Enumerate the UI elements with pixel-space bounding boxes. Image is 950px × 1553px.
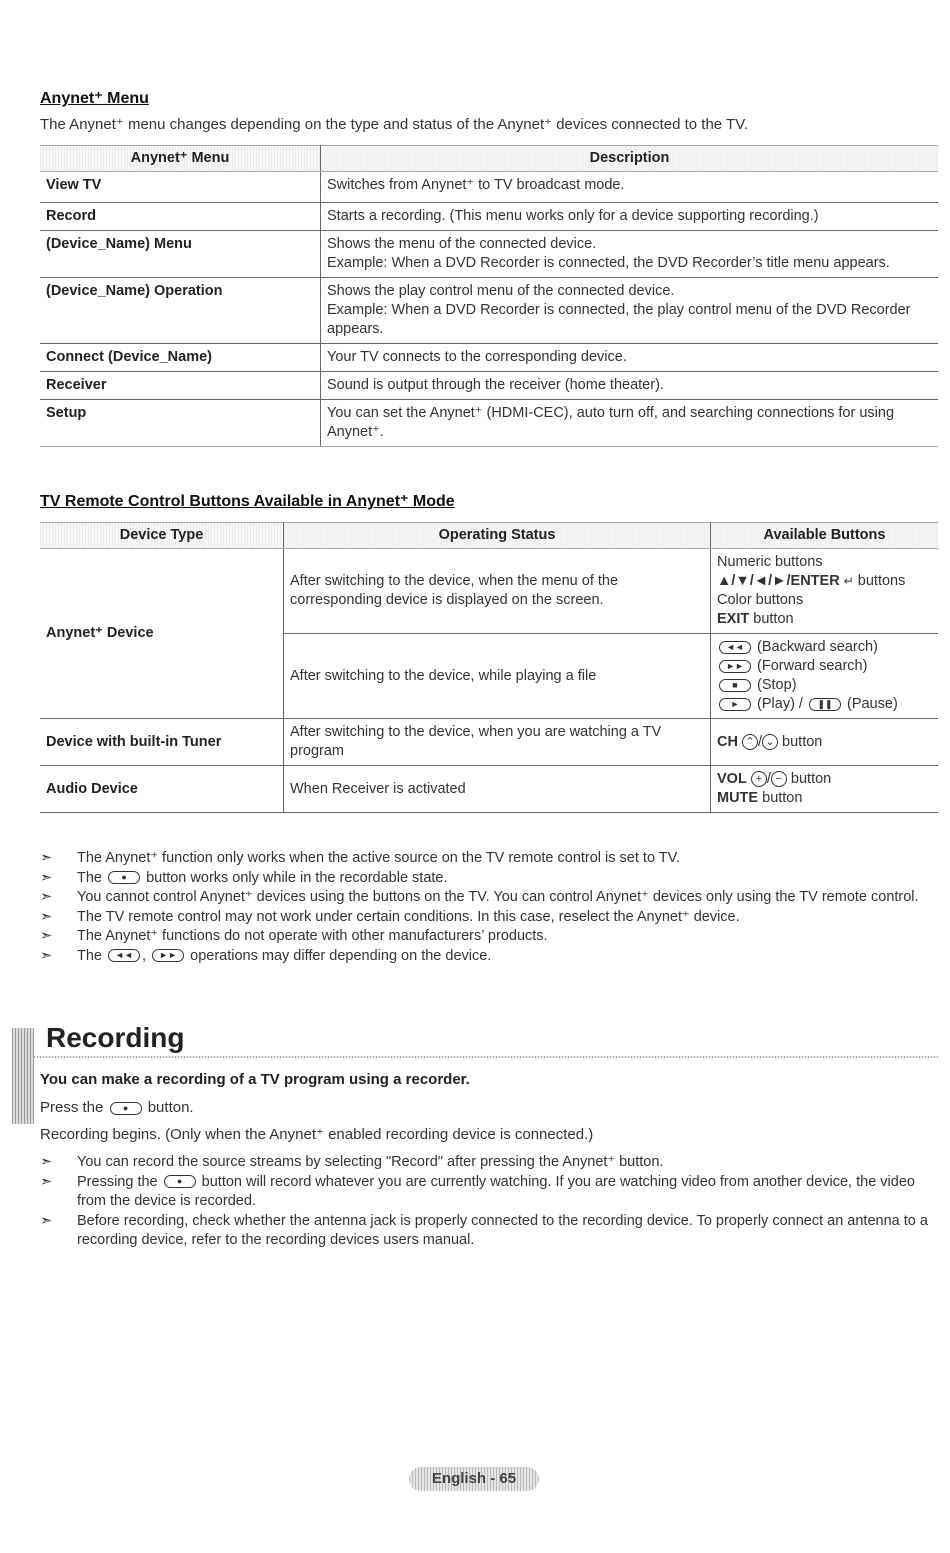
- desc-cell: Shows the menu of the connected device. Example: When a DVD Recorder is connected, the DVD Recorder’s title menu appears.: [321, 231, 939, 278]
- table-row: [40, 278, 938, 344]
- buttons-cell: [711, 549, 939, 634]
- ch-suffix: button: [782, 733, 823, 750]
- desc-cell: Starts a recording. (This menu works only for a device supporting recording.): [321, 203, 939, 231]
- note-item: [40, 869, 930, 889]
- section-marker-bar: [12, 1028, 34, 1124]
- table-row: [40, 344, 938, 372]
- desc-cell: You can set the Anynet⁺ (HDMI-CEC), auto turn off, and searching connections for using Anynet⁺.: [321, 400, 939, 447]
- menu-cell: Record: [40, 203, 321, 231]
- table-row: [40, 203, 938, 231]
- forward-line: [717, 657, 932, 676]
- nav-buttons-label: ▲/▼/◄/►/ENTER: [717, 573, 840, 589]
- buttons-cell: [711, 634, 939, 719]
- col-header-operating-status: Operating Status: [284, 523, 711, 549]
- arrow-bullet-icon: ➣: [40, 889, 53, 905]
- desc-cell: Shows the play control menu of the connected device. Example: When a DVD Recorder is connected, the play control menu of the DVD Recorder appears.: [321, 278, 939, 344]
- vol-suffix: button: [790, 771, 832, 787]
- pause-label: (Pause): [847, 696, 898, 712]
- remote-buttons-heading: TV Remote Control Buttons Available in Anynet⁺ Mode: [40, 493, 455, 510]
- mute-line: [717, 789, 932, 808]
- recording-subtitle: You can make a recording of a TV program using a recorder.: [40, 1071, 470, 1088]
- volume-down-icon: −: [771, 771, 787, 787]
- stop-label: (Stop): [757, 677, 797, 693]
- note-text: The TV remote control may not work under certain conditions. In this case, reselect the Anynet⁺ device.: [77, 908, 740, 925]
- note-item: [40, 1173, 930, 1212]
- note-item: [40, 908, 930, 928]
- exit-label: EXIT: [717, 611, 750, 627]
- note-item: [40, 947, 930, 967]
- table-row: [40, 231, 938, 278]
- device-type-cell: Audio Device: [40, 766, 284, 813]
- vol-line: VOL + / − button: [717, 771, 832, 787]
- press-text: Press the: [40, 1099, 104, 1116]
- note-text: button works only while in the recordable state.: [146, 869, 448, 886]
- arrow-bullet-icon: ➣: [40, 869, 53, 886]
- exit-button-line: [717, 610, 932, 629]
- anynet-menu-heading: Anynet⁺ Menu: [40, 90, 149, 107]
- recording-begins-text: Recording begins. (Only when the Anynet⁺ enabled recording device is connected.): [40, 1126, 594, 1143]
- note-item: [40, 927, 930, 947]
- arrow-bullet-icon: ➣: [40, 947, 53, 964]
- record-button-icon: ●: [164, 1175, 196, 1188]
- backward-search-icon: ◄◄: [719, 641, 751, 654]
- note-text: ,: [142, 947, 147, 964]
- note-item: [40, 888, 930, 908]
- table-row: [40, 400, 938, 447]
- arrow-bullet-icon: ➣: [40, 1212, 53, 1229]
- arrow-bullet-icon: ➣: [40, 1154, 53, 1170]
- note-text: The Anynet⁺ function only works when the active source on the TV remote control is set to TV.: [77, 850, 681, 866]
- press-text: button.: [147, 1099, 194, 1116]
- recording-title: Recording: [46, 1022, 185, 1053]
- note-item: [40, 849, 930, 869]
- menu-cell: Connect (Device_Name): [40, 344, 321, 372]
- exit-suffix: button: [753, 611, 794, 627]
- table-row: [40, 766, 938, 813]
- note-text: button will record whatever you are currently watching. If you are watching video from another device, the video from the device is recorded.: [77, 1173, 915, 1209]
- note-text: operations may differ depending on the device.: [190, 947, 492, 964]
- record-button-icon: ●: [108, 871, 140, 884]
- device-type-cell: Device with built-in Tuner: [40, 719, 284, 766]
- table-row: [40, 719, 938, 766]
- table-row: [40, 549, 938, 634]
- press-record-line: [40, 1099, 194, 1116]
- note-item: [40, 1212, 930, 1251]
- anynet-menu-intro: The Anynet⁺ menu changes depending on the type and status of the Anynet⁺ devices connected to the TV.: [40, 116, 749, 133]
- forward-label: (Forward search): [757, 658, 868, 674]
- play-label: (Play) /: [757, 696, 803, 712]
- col-header-description: Description: [321, 146, 939, 172]
- note-text: The: [77, 947, 102, 964]
- backward-search-icon: ◄◄: [108, 949, 140, 962]
- table-row: [40, 172, 938, 203]
- note-item: [40, 1153, 930, 1173]
- ch-label: CH: [717, 733, 738, 750]
- note-text: Before recording, check whether the antenna jack is properly connected to the recording device. To properly connect an antenna to a recording device, refer to the recording devices users manual.: [77, 1212, 928, 1248]
- mute-label: MUTE: [717, 790, 759, 806]
- status-cell: When Receiver is activated: [284, 766, 711, 813]
- status-cell: After switching to the device, when you are watching a TV program: [284, 719, 711, 766]
- menu-cell: (Device_Name) Menu: [40, 231, 321, 278]
- numeric-buttons-text: Numeric buttons: [717, 554, 823, 570]
- buttons-cell: CH ⌃ / ⌄ button: [711, 719, 939, 766]
- table-row: [40, 372, 938, 400]
- section-divider: [34, 1056, 938, 1058]
- mute-suffix: button: [762, 790, 803, 806]
- backward-label: (Backward search): [757, 639, 878, 655]
- col-header-available-buttons: Available Buttons: [711, 523, 939, 549]
- play-pause-line: [717, 695, 932, 714]
- buttons-cell: [711, 766, 939, 813]
- arrow-bullet-icon: ➣: [40, 1173, 53, 1190]
- note-text: You cannot control Anynet⁺ devices using the buttons on the TV. You can control Anynet⁺ devices only using the TV remote control.: [77, 889, 919, 905]
- enter-icon: ↵: [843, 574, 854, 588]
- desc-cell: Sound is output through the receiver (home theater).: [321, 372, 939, 400]
- record-button-icon: ●: [110, 1102, 142, 1115]
- arrow-bullet-icon: ➣: [40, 908, 53, 925]
- color-buttons-text: Color buttons: [717, 592, 804, 608]
- forward-search-icon: ►►: [152, 949, 184, 962]
- arrow-bullet-icon: ➣: [40, 850, 53, 866]
- volume-up-icon: +: [751, 771, 767, 787]
- note-text: The: [77, 869, 102, 886]
- anynet-menu-table: [40, 145, 938, 447]
- col-header-menu: Anynet⁺ Menu: [40, 146, 321, 172]
- desc-cell: Your TV connects to the corresponding device.: [321, 344, 939, 372]
- play-icon: ►: [719, 698, 751, 711]
- nav-buttons-suffix: buttons: [857, 573, 906, 589]
- menu-cell: (Device_Name) Operation: [40, 278, 321, 344]
- channel-down-icon: ⌄: [762, 734, 778, 750]
- stop-icon: ■: [719, 679, 751, 692]
- page-number-badge: English - 65: [409, 1467, 539, 1491]
- menu-cell: View TV: [40, 172, 321, 203]
- nav-buttons-line: [717, 572, 932, 591]
- channel-up-icon: ⌃: [742, 734, 758, 750]
- status-cell: After switching to the device, when the menu of the corresponding device is displayed on the screen.: [284, 549, 711, 634]
- note-text: The Anynet⁺ functions do not operate with other manufacturers’ products.: [77, 928, 548, 944]
- stop-line: [717, 676, 932, 695]
- menu-cell: Receiver: [40, 372, 321, 400]
- forward-search-icon: ►►: [719, 660, 751, 673]
- backward-line: [717, 638, 932, 657]
- vol-label: VOL: [717, 771, 747, 787]
- anynet-notes: [40, 849, 930, 966]
- recording-notes: [40, 1153, 930, 1251]
- menu-cell: Setup: [40, 400, 321, 447]
- arrow-bullet-icon: ➣: [40, 928, 53, 944]
- col-header-device-type: Device Type: [40, 523, 284, 549]
- note-text: You can record the source streams by selecting "Record" after pressing the Anynet⁺ button.: [77, 1154, 664, 1170]
- remote-buttons-table: [40, 522, 938, 813]
- desc-cell: Switches from Anynet⁺ to TV broadcast mode.: [321, 172, 939, 203]
- status-cell: After switching to the device, while playing a file: [284, 634, 711, 719]
- device-type-cell: Anynet⁺ Device: [40, 549, 284, 719]
- pause-icon: ❚❚: [809, 698, 841, 711]
- note-text: Pressing the: [77, 1173, 158, 1190]
